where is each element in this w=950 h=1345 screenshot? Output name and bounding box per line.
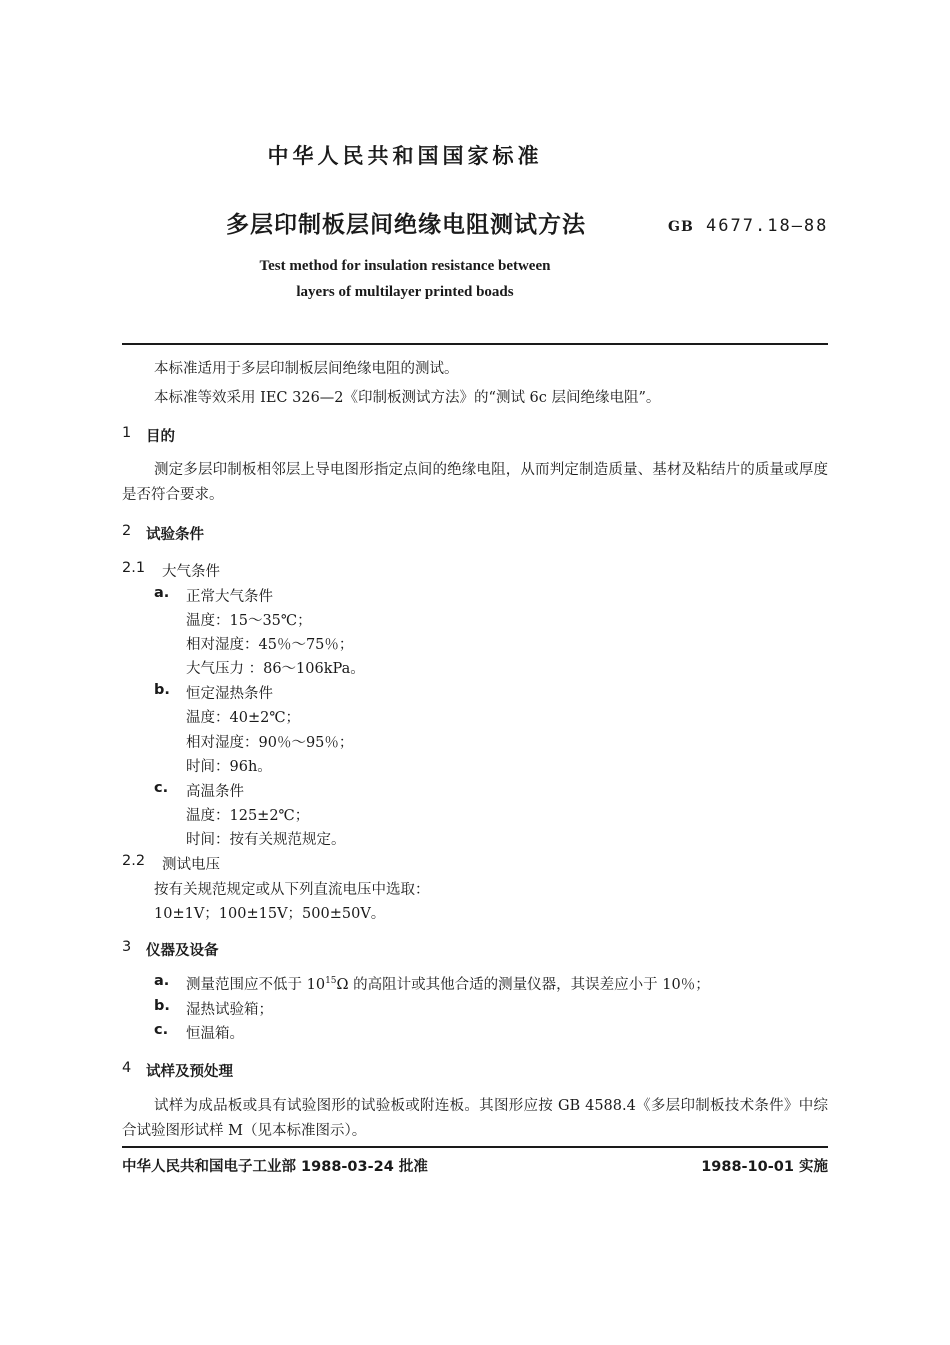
intro-line-2: 本标准等效采用 IEC 326—2《印制板测试方法》的“测试 6c 层间绝缘电阻”。 [154,390,661,406]
document-title-en-line2: layers of multilayer printed boads [296,284,514,300]
item-3-b-text: 湿热试验箱； [186,1002,273,1018]
footer-implementation: 1988-10-01 实施 [701,1159,828,1175]
item-2-1-a-label: a. [154,585,170,601]
document-title-en-line1: Test method for insulation resistance between [259,258,551,274]
item-3-c-label: c. [154,1022,169,1038]
section-2-2-title: 测试电压 [162,857,220,873]
standard-code [668,216,828,236]
section-1-title: 目的 [146,429,175,445]
top-rule [122,343,828,345]
item-2-1-a-title: 正常大气条件 [186,589,273,605]
item-2-1-c-line2: 时间：按有关规范规定。 [186,832,346,848]
item-2-1-b-title: 恒定湿热条件 [186,686,273,702]
item-2-1-b-line2: 相对湿度：90％～95％； [186,735,354,751]
section-2-2-number: 2.2 [122,853,146,869]
item-2-1-b-line3: 时间：96h。 [186,759,272,775]
section-2-title: 试验条件 [146,527,204,543]
standard-number: 4677.18—88 [706,216,829,236]
item-2-1-c-line1: 温度：125±2℃； [186,808,310,824]
item-2-1-a-line3: 大气压力 ：86～106kPa。 [186,661,365,677]
item-3-c-text: 恒温箱。 [186,1026,244,1042]
section-1-text: 测定多层印制板相邻层上导电图形指定点间的绝缘电阻，从而判定制造质量、基材及粘结片的质量或厚度是否符合要求。 [122,462,828,503]
section-2-1-title: 大气条件 [162,564,220,580]
item-2-1-a-line2: 相对湿度：45％～75％； [186,637,354,653]
section-2-2-line1: 按有关规范规定或从下列直流电压中选取： [154,882,430,898]
item-2-1-b-line1: 温度：40±2℃； [186,710,301,726]
footer-approval: 中华人民共和国电子工业部 1988-03-24 批准 [122,1159,428,1175]
section-4-title: 试样及预处理 [146,1064,233,1080]
section-2-number: 2 [122,523,132,539]
section-1-number: 1 [122,425,132,441]
section-3-number: 3 [122,939,132,955]
item-2-1-a-line1: 温度：15～35℃； [186,613,312,629]
item-2-1-c-title: 高温条件 [186,784,244,800]
bottom-rule [122,1146,828,1148]
national-standard-heading: 中华人民共和国国家标准 [267,144,543,168]
standard-prefix: GB [668,219,694,235]
item-3-a-text: 测量范围应不低于 $10^{15}\Omega$ 的高阻计或其他合适的测量仪器，其误差应小于 10％； [186,976,710,993]
document-title-cn: 多层印制板层间绝缘电阻测试方法 [226,212,586,238]
item-3-b-label: b. [154,998,170,1014]
item-3-a-label: a. [154,973,170,989]
item-2-1-c-label: c. [154,780,169,796]
section-4-number: 4 [122,1060,132,1076]
section-2-1-number: 2.1 [122,560,146,576]
section-2-2-line2: 10±1V；100±15V；500±50V。 [154,906,386,922]
item-2-1-b-label: b. [154,682,170,698]
intro-line-1: 本标准适用于多层印制板层间绝缘电阻的测试。 [154,361,459,377]
section-4-text: 试样为成品板或具有试验图形的试验板或附连板。其图形应按 GB 4588.4《多层印制板技术条件》中综合试验图形试样 M（见本标准图示）。 [122,1098,828,1139]
section-3-title: 仪器及设备 [146,943,219,959]
